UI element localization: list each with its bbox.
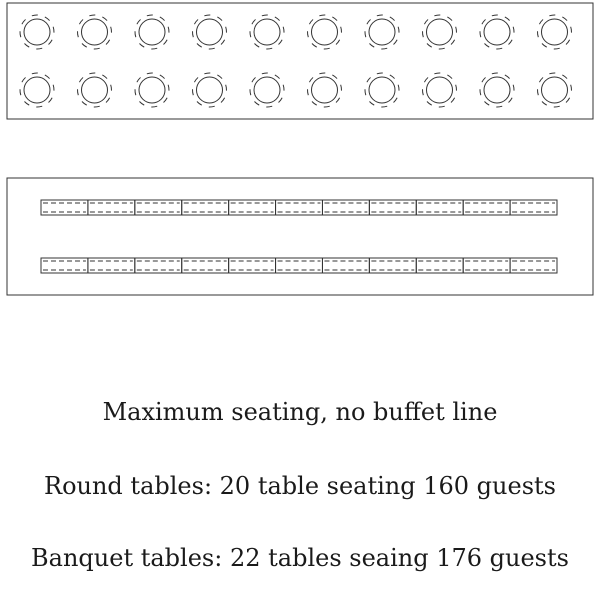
banquet-table bbox=[276, 200, 323, 215]
banquet-table-top bbox=[322, 200, 369, 215]
banquet-table bbox=[41, 200, 88, 215]
round-table bbox=[303, 69, 346, 112]
banquet-table bbox=[463, 258, 510, 273]
banquet-tables-room bbox=[7, 178, 593, 295]
banquet-table bbox=[182, 200, 229, 215]
round-table-chairs bbox=[246, 69, 289, 112]
round-table-top bbox=[254, 19, 280, 45]
round-table bbox=[476, 11, 519, 54]
round-table bbox=[16, 11, 59, 54]
round-table-top bbox=[82, 77, 108, 103]
round-table-chairs bbox=[131, 69, 174, 112]
round-table-top bbox=[369, 77, 395, 103]
banquet-table bbox=[88, 258, 135, 273]
banquet-table bbox=[416, 258, 463, 273]
round-table bbox=[246, 11, 289, 54]
banquet-table bbox=[369, 200, 416, 215]
round-table-top bbox=[197, 77, 223, 103]
round-table bbox=[73, 69, 116, 112]
banquet-table bbox=[135, 258, 182, 273]
round-table-top bbox=[427, 77, 453, 103]
round-table-chairs bbox=[418, 11, 461, 54]
banquet-table bbox=[276, 258, 323, 273]
round-table-top bbox=[24, 19, 50, 45]
round-table-top bbox=[139, 19, 165, 45]
banquet-table bbox=[229, 200, 276, 215]
banquet-table-top bbox=[510, 200, 557, 215]
round-table-chairs bbox=[131, 11, 174, 54]
banquet-table-top bbox=[182, 258, 229, 273]
round-table bbox=[131, 11, 174, 54]
round-table-top bbox=[369, 19, 395, 45]
round-table-top bbox=[312, 77, 338, 103]
banquet-table bbox=[369, 258, 416, 273]
round-table-chairs bbox=[361, 69, 404, 112]
banquet-table-top bbox=[229, 258, 276, 273]
round-table-chairs bbox=[188, 69, 231, 112]
banquet-table-top bbox=[135, 200, 182, 215]
round-table-chairs bbox=[533, 11, 576, 54]
banquet-table bbox=[322, 258, 369, 273]
round-table bbox=[418, 69, 461, 112]
banquet-table-top bbox=[463, 258, 510, 273]
round-table bbox=[533, 11, 576, 54]
round-table bbox=[361, 11, 404, 54]
round-table bbox=[188, 11, 231, 54]
round-table bbox=[303, 11, 346, 54]
round-table-top bbox=[139, 77, 165, 103]
banquet-table-top bbox=[369, 200, 416, 215]
banquet-table-top bbox=[41, 200, 88, 215]
round-table bbox=[73, 11, 116, 54]
round-table-top bbox=[197, 19, 223, 45]
round-table bbox=[16, 69, 59, 112]
round-table bbox=[246, 69, 289, 112]
banquet-table-top bbox=[88, 258, 135, 273]
round-tables-group bbox=[16, 11, 576, 112]
round-table-top bbox=[254, 77, 280, 103]
banquet-table-top bbox=[463, 200, 510, 215]
banquet-table-top bbox=[322, 258, 369, 273]
banquet-table-top bbox=[369, 258, 416, 273]
round-table-chairs bbox=[533, 69, 576, 112]
round-table-top bbox=[484, 77, 510, 103]
banquet-table-top bbox=[416, 258, 463, 273]
round-table-chairs bbox=[476, 69, 519, 112]
banquet-table-top bbox=[182, 200, 229, 215]
banquet-table bbox=[416, 200, 463, 215]
banquet-table bbox=[229, 258, 276, 273]
round-table-chairs bbox=[303, 11, 346, 54]
round-table bbox=[418, 11, 461, 54]
round-table bbox=[131, 69, 174, 112]
banquet-table bbox=[510, 258, 557, 273]
round-table-top bbox=[312, 19, 338, 45]
round-table-top bbox=[542, 19, 568, 45]
banquet-table bbox=[463, 200, 510, 215]
layout-title-caption: Maximum seating, no buffet line bbox=[102, 398, 498, 426]
round-table-chairs bbox=[246, 11, 289, 54]
banquet-table-top bbox=[510, 258, 557, 273]
round-table-top bbox=[82, 19, 108, 45]
round-table bbox=[476, 69, 519, 112]
round-tables-room bbox=[7, 3, 593, 119]
round-table bbox=[533, 69, 576, 112]
banquet-table-top bbox=[276, 258, 323, 273]
banquet-table bbox=[510, 200, 557, 215]
round-table-chairs bbox=[418, 69, 461, 112]
round-table-top bbox=[542, 77, 568, 103]
round-table bbox=[361, 69, 404, 112]
round-table-chairs bbox=[303, 69, 346, 112]
round-table-chairs bbox=[16, 11, 59, 54]
banquet-table-top bbox=[88, 200, 135, 215]
round-table-chairs bbox=[73, 11, 116, 54]
round-tables-caption: Round tables: 20 table seating 160 guests bbox=[44, 472, 556, 500]
banquet-table bbox=[135, 200, 182, 215]
banquet-table-top bbox=[135, 258, 182, 273]
banquet-table-top bbox=[229, 200, 276, 215]
round-table-chairs bbox=[188, 11, 231, 54]
round-table-chairs bbox=[73, 69, 116, 112]
banquet-table bbox=[41, 258, 88, 273]
round-table-chairs bbox=[16, 69, 59, 112]
banquet-table bbox=[88, 200, 135, 215]
banquet-table-top bbox=[416, 200, 463, 215]
round-table-top bbox=[484, 19, 510, 45]
banquet-tables-group bbox=[41, 200, 557, 273]
round-table-chairs bbox=[476, 11, 519, 54]
round-table-top bbox=[24, 77, 50, 103]
banquet-table bbox=[322, 200, 369, 215]
banquet-tables-caption: Banquet tables: 22 tables seaing 176 guests bbox=[31, 544, 569, 572]
round-table-top bbox=[427, 19, 453, 45]
round-table bbox=[188, 69, 231, 112]
round-table-chairs bbox=[361, 11, 404, 54]
banquet-table-top bbox=[276, 200, 323, 215]
banquet-table-top bbox=[41, 258, 88, 273]
banquet-table bbox=[182, 258, 229, 273]
